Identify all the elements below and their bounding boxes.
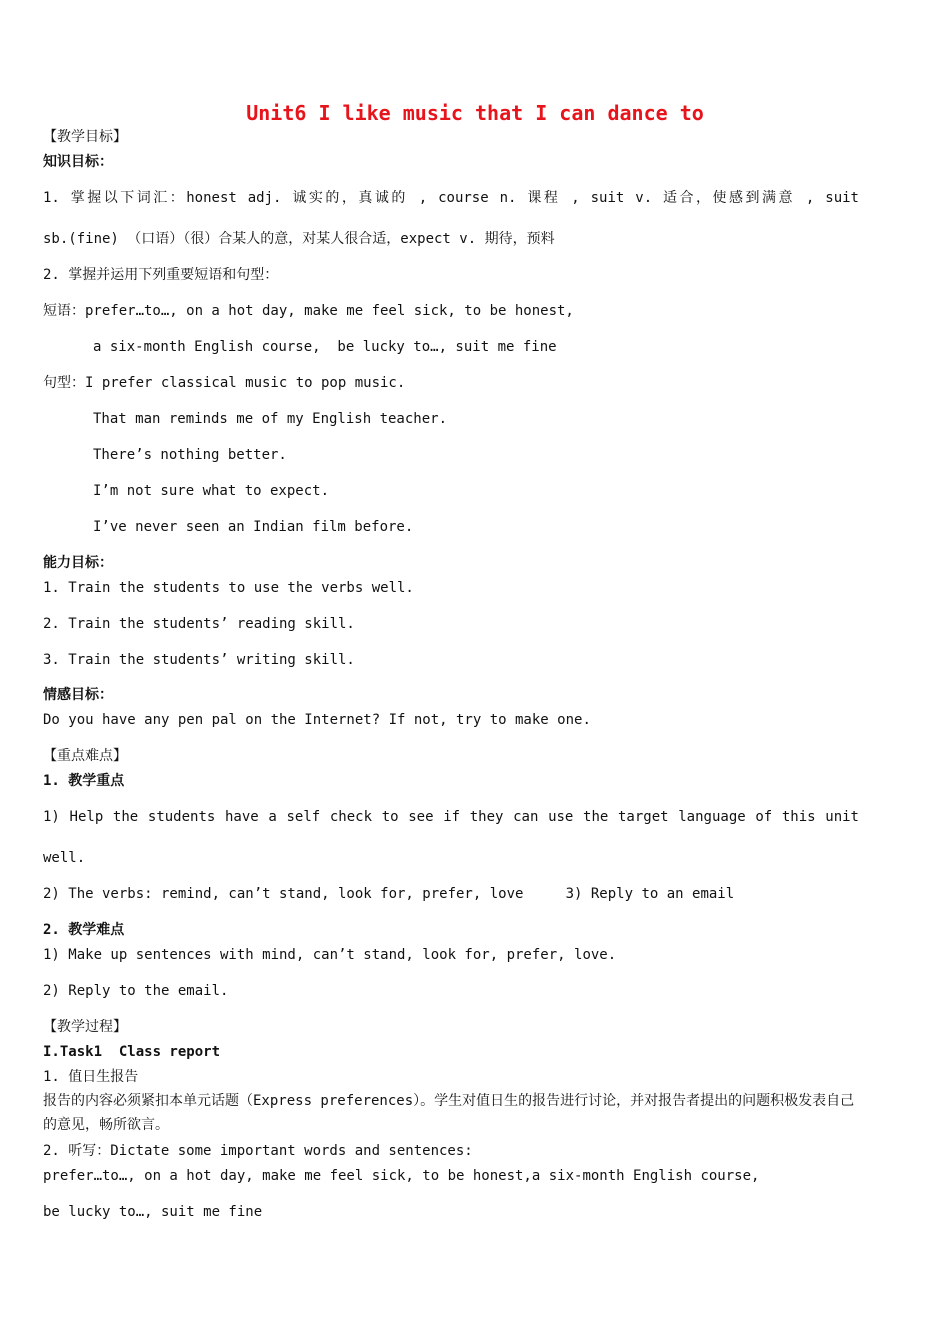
process-step2-line2: be lucky to…, suit me fine	[43, 1204, 263, 1220]
section-heading-process: 【教学过程】	[43, 1019, 127, 1035]
process-step2-line1: prefer…to…, on a hot day, make me feel sick, to be honest,a six-month English course,	[43, 1168, 760, 1184]
vocabulary-item-line2: sb.(fine) （口语）（很）合某人的意，对某人很合适，expect v. 期待，预料	[43, 231, 555, 247]
phrases-line2: a six-month English course, be lucky to…, suit me fine	[93, 339, 557, 355]
phrases-sentences-item: 2. 掌握并运用下列重要短语和句型：	[43, 267, 279, 283]
ability-item: 3. Train the students’ writing skill.	[43, 652, 355, 668]
section-heading-objectives: 【教学目标】	[43, 129, 127, 145]
sentence-pattern: There’s nothing better.	[93, 447, 287, 463]
teaching-focus-heading: 1. 教学重点	[43, 773, 125, 789]
difficulty-item: 1) Make up sentences with mind, can’t stand, look for, prefer, love.	[43, 947, 617, 963]
emotion-objectives-text: Do you have any pen pal on the Internet? If not, try to make one.	[43, 712, 591, 728]
process-step2: 2. 听写：Dictate some important words and sentences:	[43, 1143, 473, 1159]
section-heading-key-points: 【重点难点】	[43, 748, 127, 764]
process-step1: 1. 值日生报告	[43, 1069, 139, 1085]
focus-item-line1: 1) Help the students have a self check to see if they can use the target language of this unit	[43, 809, 859, 825]
ability-objectives-heading: 能力目标：	[43, 555, 113, 571]
task1-heading: I.Task1 Class report	[43, 1044, 221, 1060]
difficulty-item: 2) Reply to the email.	[43, 983, 229, 999]
process-step1-text: 报告的内容必须紧扣本单元话题（Express preferences）。学生对值日生的报告进行讨论，并对报告者提出的问题积极发表自己的意见，畅所欲言。	[43, 1093, 855, 1133]
knowledge-objectives-heading: 知识目标：	[43, 154, 113, 170]
focus-item-line2: well.	[43, 850, 86, 866]
phrases-line1: 短语：prefer…to…, on a hot day, make me feel sick, to be honest,	[43, 303, 574, 319]
sentence-pattern: That man reminds me of my English teacher.	[93, 411, 448, 427]
sentence-pattern-line1: 句型：I prefer classical music to pop music.	[43, 375, 406, 391]
teaching-difficulty-heading: 2. 教学难点	[43, 922, 125, 938]
sentence-pattern: I’m not sure what to expect.	[93, 483, 330, 499]
focus-item-verbs: 2) The verbs: remind, can’t stand, look for, prefer, love 3) Reply to an email	[43, 886, 735, 902]
vocabulary-item-line1: 1. 掌握以下词汇：honest adj. 诚实的，真诚的 , course n. 课程 , suit v. 适合，使感到满意 , suit	[43, 190, 859, 206]
ability-item: 2. Train the students’ reading skill.	[43, 616, 355, 632]
ability-item: 1. Train the students to use the verbs well.	[43, 580, 414, 596]
document-title: Unit6 I like music that I can dance to	[246, 101, 704, 125]
sentence-pattern: I’ve never seen an Indian film before.	[93, 519, 414, 535]
emotion-objectives-heading: 情感目标：	[43, 687, 113, 703]
